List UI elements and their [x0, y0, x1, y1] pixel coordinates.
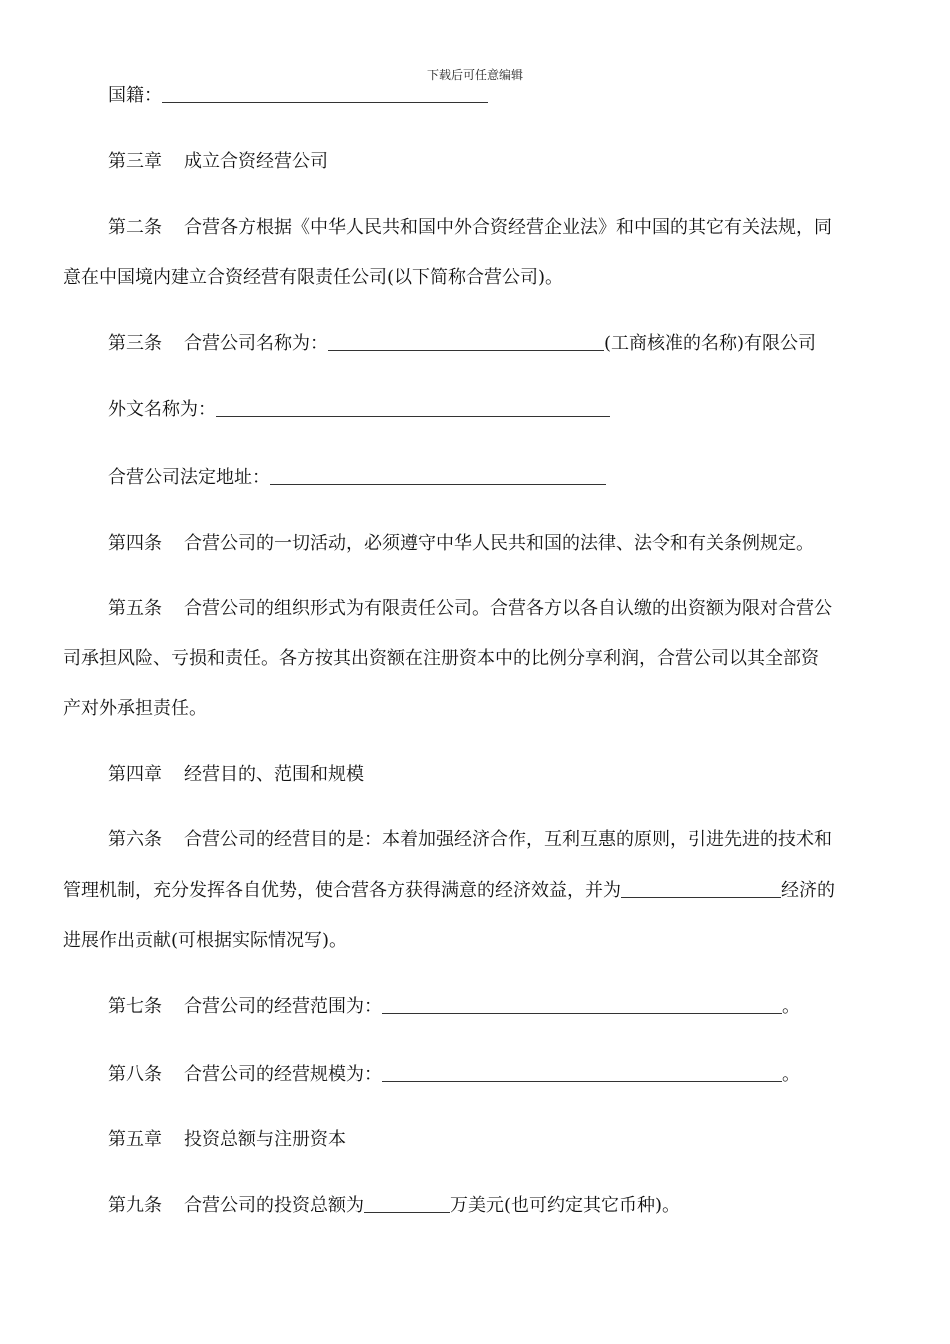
article-2-text-2: 意在中国境内建立合资经营有限责任公司(以下简称合营公司)。: [63, 267, 564, 288]
article-5-text-1: 合营公司的组织形式为有限责任公司。合营各方以各自认缴的出资额为限对合营公: [184, 598, 832, 619]
chapter-4-number: 第四章: [108, 764, 162, 785]
article-7-line: [108, 995, 800, 1019]
article-6-line-1: [108, 828, 832, 852]
article-2-line-2: [63, 266, 563, 290]
chapter-5-heading: 投资总额与注册资本: [184, 1129, 346, 1150]
foreign-name-blank[interactable]: [216, 398, 610, 417]
article-4-line: [108, 532, 814, 556]
article-3-suffix: (工商核准的名称)有限公司: [604, 333, 817, 354]
article-6-text-1: 合营公司的经营目的是：本着加强经济合作，互利互惠的原则，引进先进的技术和: [184, 829, 832, 850]
article-5-line-2: [63, 647, 819, 671]
chapter-3-title: [108, 150, 328, 174]
chapter-4-heading: 经营目的、范围和规模: [184, 764, 364, 785]
foreign-name-line: [108, 398, 610, 422]
nationality-blank[interactable]: [162, 84, 488, 103]
article-6-suffix: 经济的: [781, 880, 835, 901]
header-watermark: 下载后可任意编辑: [426, 68, 523, 82]
article-9-line: [108, 1194, 680, 1218]
article-9-suffix: 万美元(也可约定其它币种)。: [450, 1195, 681, 1216]
chapter-4-title: [108, 763, 364, 787]
article-5-text-2: 司承担风险、亏损和责任。各方按其出资额在注册资本中的比例分享利润，合营公司以其全部资: [63, 648, 819, 669]
article-6-number: 第六条: [108, 829, 162, 850]
article-6-line-2: [63, 879, 835, 903]
article-2-line-1: [108, 216, 832, 240]
chapter-3-heading: 成立合资经营公司: [184, 151, 328, 172]
chapter-5-number: 第五章: [108, 1129, 162, 1150]
foreign-name-label: 外文名称为：: [108, 399, 216, 420]
article-8-text: 合营公司的经营规模为：: [184, 1064, 382, 1085]
business-scope-blank[interactable]: [382, 995, 782, 1014]
article-3-text: 合营公司名称为：: [184, 333, 328, 354]
business-scale-blank[interactable]: [382, 1063, 782, 1082]
article-4-number: 第四条: [108, 533, 162, 554]
article-8-number: 第八条: [108, 1064, 162, 1085]
article-6-text-3: 进展作出贡献(可根据实际情况写)。: [63, 930, 348, 951]
company-name-blank[interactable]: [328, 332, 604, 351]
economy-blank[interactable]: [621, 879, 781, 898]
article-5-line-1: [108, 597, 832, 621]
article-3-line: [108, 332, 816, 356]
article-6-line-3: [63, 929, 347, 953]
article-8-suffix: 。: [782, 1064, 800, 1085]
address-line: [108, 466, 606, 490]
address-label: 合营公司法定地址：: [108, 467, 270, 488]
article-6-text-2: 管理机制，充分发挥各自优势，使合营各方获得满意的经济效益，并为: [63, 880, 621, 901]
article-9-number: 第九条: [108, 1195, 162, 1216]
total-investment-blank[interactable]: [364, 1194, 450, 1213]
article-7-suffix: 。: [782, 996, 800, 1017]
article-7-number: 第七条: [108, 996, 162, 1017]
article-4-text: 合营公司的一切活动，必须遵守中华人民共和国的法律、法令和有关条例规定。: [184, 533, 814, 554]
article-7-text: 合营公司的经营范围为：: [184, 996, 382, 1017]
article-5-number: 第五条: [108, 598, 162, 619]
article-9-text: 合营公司的投资总额为: [184, 1195, 364, 1216]
article-5-line-3: [63, 697, 207, 721]
nationality-line: [108, 84, 488, 108]
article-3-number: 第三条: [108, 333, 162, 354]
address-blank[interactable]: [270, 466, 606, 485]
chapter-3-number: 第三章: [108, 151, 162, 172]
nationality-label: 国籍：: [108, 85, 162, 106]
article-5-text-3: 产对外承担责任。: [63, 698, 207, 719]
article-8-line: [108, 1063, 800, 1087]
article-2-text-1: 合营各方根据《中华人民共和国中外合资经营企业法》和中国的其它有关法规，同: [184, 217, 832, 238]
chapter-5-title: [108, 1128, 346, 1152]
article-2-number: 第二条: [108, 217, 162, 238]
